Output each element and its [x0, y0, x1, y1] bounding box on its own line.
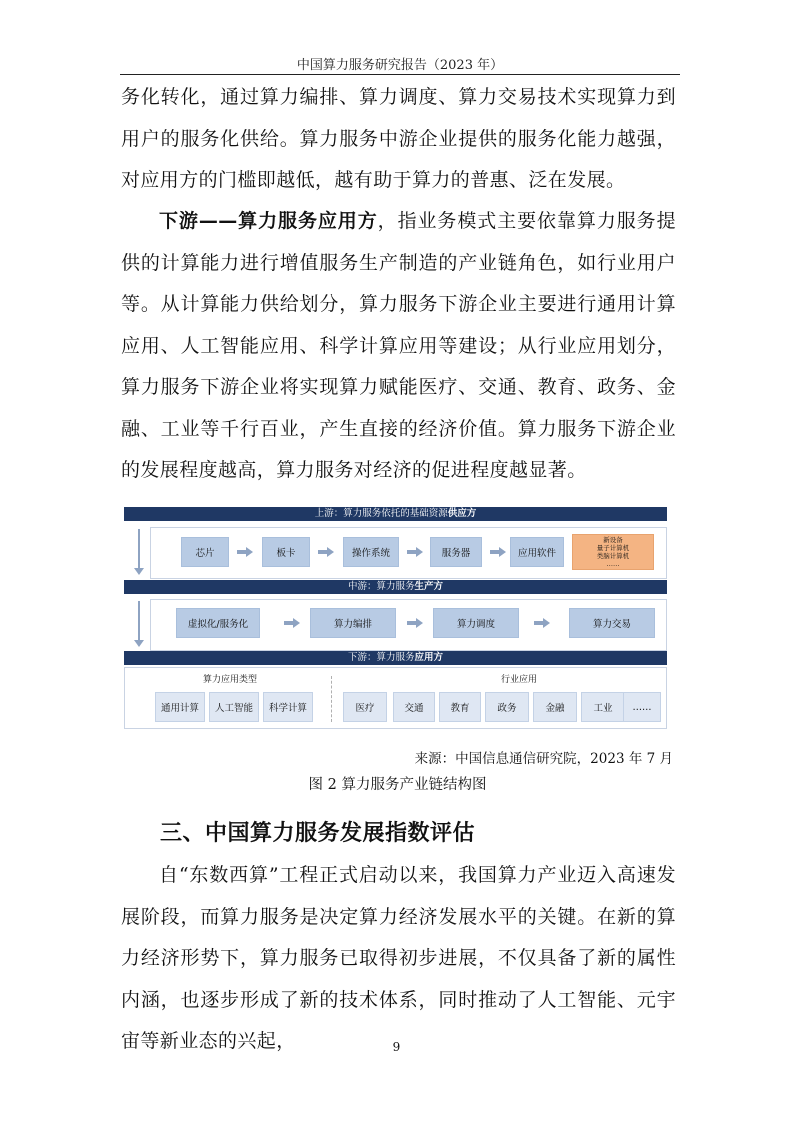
paragraph-midstream: 务化转化，通过算力编排、算力调度、算力交易技术实现算力到用户的服务化供给。算力服务中游企业提供的服务化能力越强，对应用方的门槛即越低，越有助于算力的普惠、泛在发展。 — [121, 86, 676, 191]
industry-tile: 政务 — [485, 692, 529, 722]
app-type-tile: 科学计算 — [263, 692, 313, 722]
midstream-node: 虚拟化/服务化 — [176, 608, 260, 638]
midstream-node: 算力编排 — [310, 608, 396, 638]
app-types-title: 算力应用类型 — [203, 675, 258, 685]
industry-tile: 工业 — [581, 692, 625, 722]
right-arrow-icon — [284, 619, 300, 627]
brain-like-computer-label: 类脑计算机 — [596, 552, 630, 560]
midstream-node: 算力调度 — [433, 608, 519, 638]
running-header: 中国算力服务研究报告（2023 年） — [296, 58, 504, 73]
right-arrow-icon — [237, 548, 253, 556]
midstream-bar — [124, 580, 667, 594]
downstream-bar — [124, 651, 667, 665]
downstream-bar-label: 下游：算力服务 — [347, 652, 415, 663]
industry-chain-figure — [124, 507, 667, 731]
paragraph-downstream — [121, 201, 676, 492]
upstream-bar — [124, 507, 667, 521]
header-rule — [120, 74, 680, 75]
app-type-tile: 通用计算 — [155, 692, 205, 722]
section-heading: 三、中国算力服务发展指数评估 — [160, 821, 476, 846]
industry-tile: 医疗 — [343, 692, 387, 722]
upstream-node: 服务器 — [430, 537, 482, 567]
upstream-node: 操作系统 — [343, 537, 399, 567]
group-divider — [331, 676, 332, 722]
quantum-computer-label: 量子计算机 — [596, 544, 630, 552]
paragraph-section-intro: 自“东数西算”工程正式启动以来，我国算力产业迈入高速发展阶段，而算力服务是决定算力经济发展水平的关键。在新的算力经济形势下，算力服务已取得初步进展，不仅具备了新的属性内涵，也逐步形成了新的技术体系，同时推动了人工智能、元宇宙等新业态的兴起， — [121, 864, 676, 1052]
industry-tile: 交通 — [393, 692, 435, 722]
industry-tile: 教育 — [439, 692, 481, 722]
downstream-bar-bold: 应用方 — [414, 652, 444, 663]
paragraph-body: ，指业务模式主要依靠算力服务提供的计算能力进行增值服务生产制造的产业链角色，如行业用户等。从计算能力供给划分，算力服务下游企业主要进行通用计算应用、人工智能应用、科学计算应用等建设；从行业应用划分，算力服务下游企业将实现算力赋能医疗、交通、教育、政务、金融、工业等千行百业，产生直接的经济价值。算力服务下游企业的发展程度越高，算力服务对经济的促进程度越显著。 — [121, 210, 676, 481]
new-devices-label: 新设备 — [603, 536, 623, 544]
upstream-bar-bold: 供应方 — [447, 508, 477, 519]
right-arrow-icon — [490, 548, 506, 556]
midstream-bar-label: 中游：算力服务 — [347, 581, 415, 592]
industry-title: 行业应用 — [501, 675, 538, 685]
upstream-node: 应用软件 — [510, 537, 564, 567]
midstream-node: 算力交易 — [569, 608, 655, 638]
ellipsis-label: …… — [606, 560, 620, 568]
right-arrow-icon — [318, 548, 334, 556]
app-type-tile: 人工智能 — [209, 692, 259, 722]
down-arrow-icon — [136, 529, 142, 575]
right-arrow-icon — [534, 619, 550, 627]
down-arrow-icon — [136, 601, 142, 647]
upstream-node: 板卡 — [262, 537, 310, 567]
right-arrow-icon — [407, 619, 423, 627]
figure-caption: 图 2 算力服务产业链结构图 — [308, 777, 487, 793]
page-number: 9 — [392, 1040, 401, 1054]
midstream-bar-bold: 生产方 — [414, 581, 444, 592]
upstream-bar-label: 上游：算力服务依托的基础资源 — [314, 508, 448, 519]
right-arrow-icon — [407, 548, 423, 556]
industry-tile: …… — [623, 692, 661, 722]
downstream-box — [124, 667, 667, 729]
industry-tile: 金融 — [533, 692, 577, 722]
new-devices-node — [572, 534, 654, 570]
upstream-node: 芯片 — [181, 537, 229, 567]
figure-source: 来源：中国信息通信研究院，2023 年 7 月 — [414, 751, 673, 767]
paragraph-lead: 下游——算力服务应用方 — [159, 210, 378, 232]
